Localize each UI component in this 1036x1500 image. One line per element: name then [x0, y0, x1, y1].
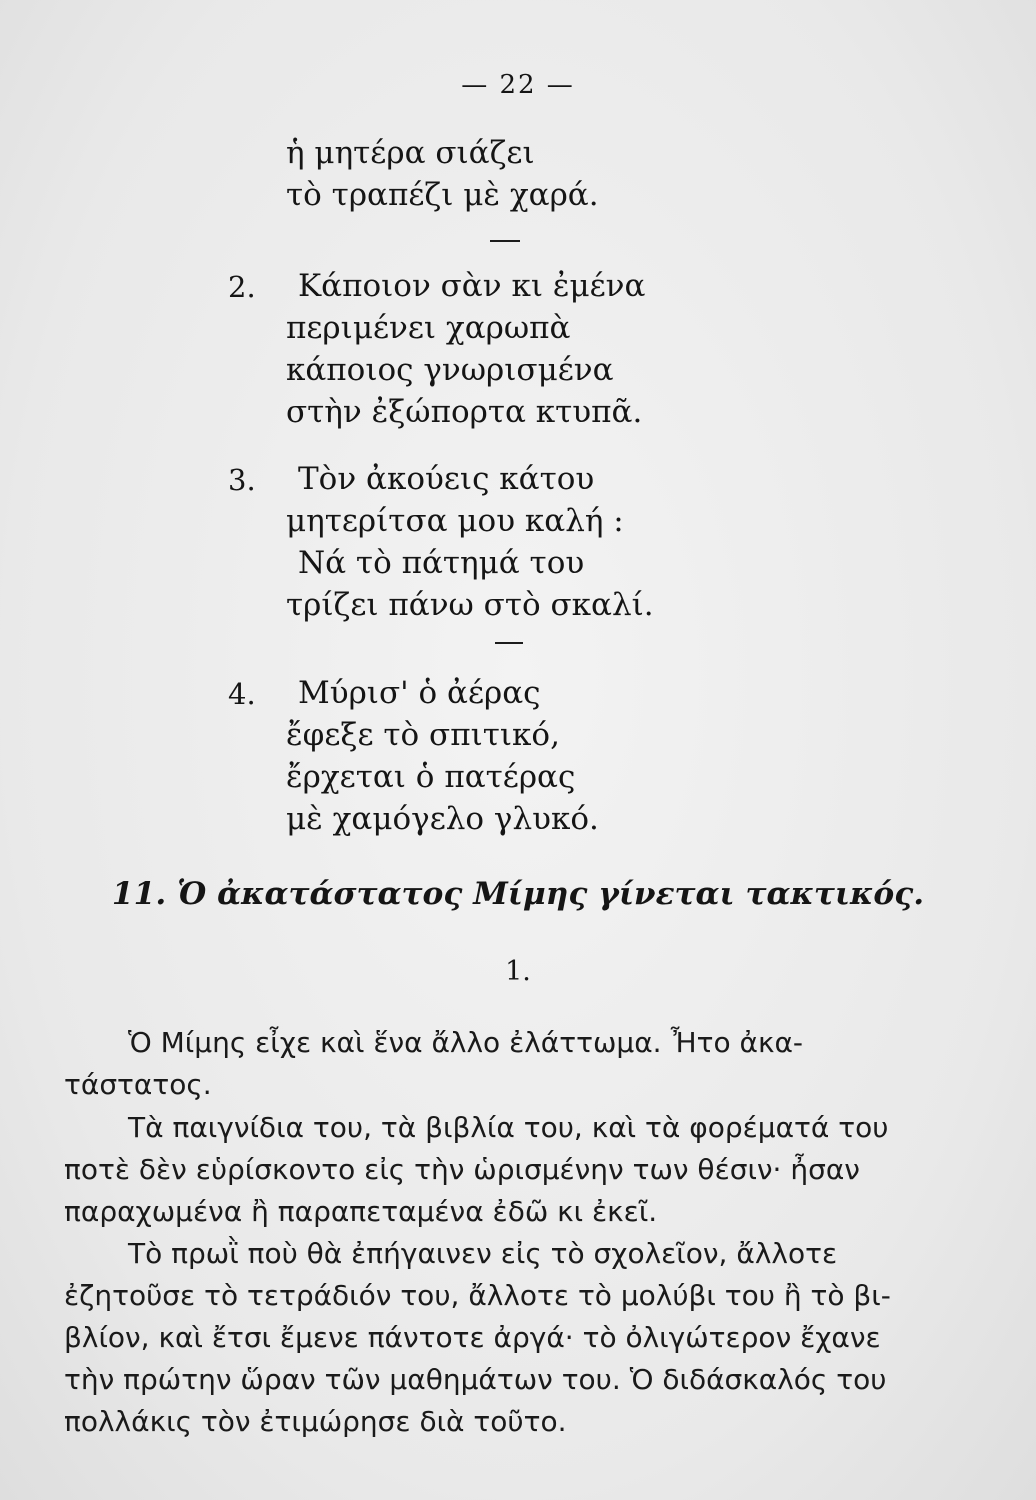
prose-line: βλίον, καὶ ἔτσι ἔμενε πάντοτε ἀργά· τὸ ὀλιγώτερον ἔχανε	[64, 1321, 881, 1354]
prose-line: πολλάκις τὸν ἐτιμώρησε διὰ τοῦτο.	[64, 1405, 567, 1438]
prose-line: Ὁ Μίμης εἶχε καὶ ἕνα ἄλλο ἐλάττωμα. Ἦτο ἀκα-	[128, 1026, 804, 1059]
prose-line: ποτὲ δὲν εὑρίσκοντο εἰς τὴν ὡρισμένην των θέσιν· ἦσαν	[64, 1153, 860, 1186]
prose-line: Τὰ παιγνίδια του, τὰ βιβλία του, καὶ τὰ φορέματά του	[128, 1111, 889, 1144]
poem-line: Μύρισ' ὁ ἀέρας	[298, 675, 541, 711]
poem-line: μὲ χαμόγελο γλυκό.	[286, 801, 599, 837]
poem-line: Τὸν ἀκούεις κάτου	[298, 461, 595, 497]
section-heading: 11. Ὁ ἀκατάστατος Μίμης γίνεται τακτικός.	[111, 876, 925, 912]
poem-line: Κάποιον σὰν κι ἐμένα	[298, 268, 646, 304]
stanza-separator	[490, 240, 520, 242]
poem-line: περιμένει χαρωπὰ	[286, 310, 571, 346]
prose-line: τὴν πρώτην ὥραν τῶν μαθημάτων του. Ὁ διδάσκαλός του	[64, 1363, 887, 1396]
stanza-number: 3.	[228, 463, 256, 497]
poem-line: μητερίτσα μου καλή :	[286, 503, 624, 539]
prose-line: παραχωμένα ἢ παραπεταμένα ἐδῶ κι ἐκεῖ.	[64, 1195, 658, 1228]
poem-line: στὴν ἐξώπορτα κτυπᾶ.	[286, 394, 643, 430]
poem-line: τρίζει πάνω στὸ σκαλί.	[286, 587, 654, 623]
stanza-separator	[495, 642, 523, 644]
poem-line: ἔρχεται ὁ πατέρας	[286, 759, 576, 795]
poem-line: ἔφεξε τὸ σπιτικό,	[286, 717, 560, 753]
poem-line: Νά τὸ πάτημά του	[298, 545, 585, 581]
section-subheading: 1.	[505, 956, 531, 987]
stanza-number: 4.	[228, 677, 256, 711]
poem-line: κάποιος γνωρισμένα	[286, 352, 614, 388]
prose-line: ἐζητοῦσε τὸ τετράδιόν του, ἄλλοτε τὸ μολύβι του ἢ τὸ βι-	[64, 1279, 891, 1312]
page-number: — 22 —	[461, 70, 575, 100]
poem-line: ἡ μητέρα σιάζει	[286, 135, 535, 171]
prose-line: Τὸ πρωῒ ποὺ θὰ ἐπήγαινεν εἰς τὸ σχολεῖον, ἄλλοτε	[128, 1237, 838, 1270]
prose-line: τάστατος.	[64, 1068, 212, 1101]
poem-line: τὸ τραπέζι μὲ χαρά.	[286, 177, 599, 213]
stanza-number: 2.	[228, 270, 256, 304]
